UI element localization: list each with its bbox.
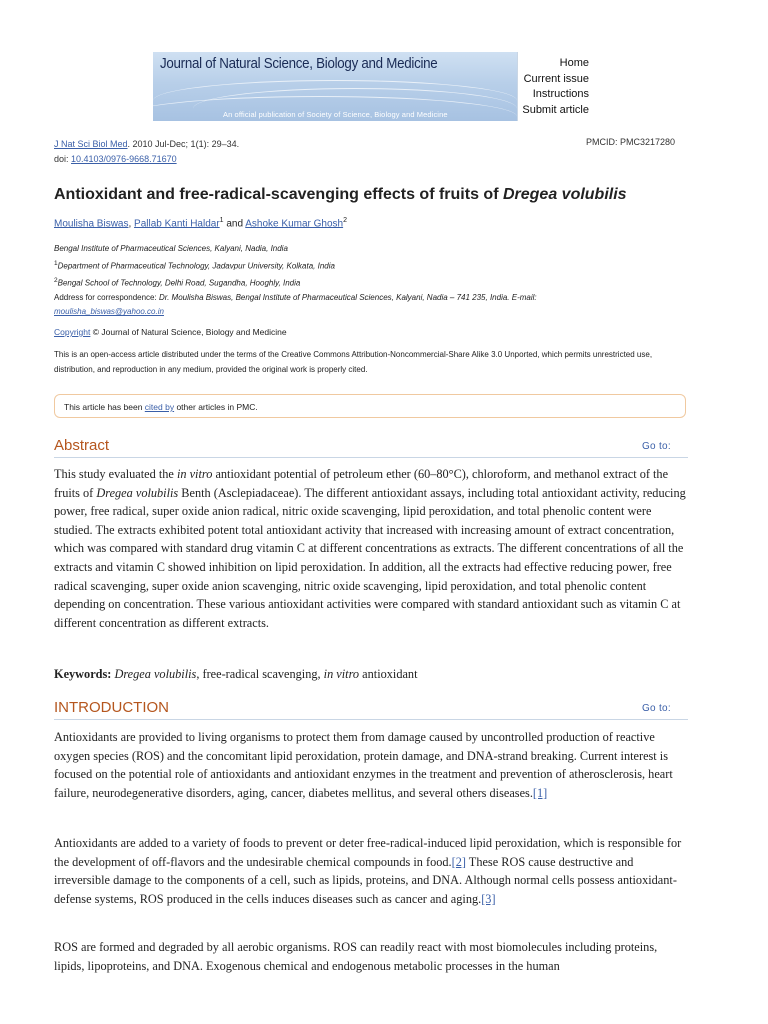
current-issue-link[interactable]: Current issue [523,72,589,85]
banner-image [153,52,517,121]
introduction-heading: INTRODUCTION [54,699,169,716]
banner-menu [517,52,591,121]
cited-by-box: This article has been cited by other articles in PMC. [54,394,686,418]
affiliation-1: Department of Pharmaceutical Technology, Jadavpur University, Kolkata, India [57,261,335,271]
author-link[interactable]: Pallab Kanti Haldar [134,218,220,230]
license-text: This is an open-access article distributed under the terms of the Creative Commons Attribution-Noncommercial-Share Alike 3.0 Unported, which permits unrestricted use, distribution, and reproduction in any medium, provided the original work is properly cited. [54,350,653,374]
keywords: Keywords: Dregea volubilis, free-radical scavenging, in vitro antioxidant [54,667,418,681]
author-list: Moulisha Biswas, Pallab Kanti Haldar$^1$ and Ashoke Kumar Ghosh$^2$ [54,217,347,230]
correspondence: Dr. Moulisha Biswas, Bengal Institute of Pharmaceutical Sciences, Kalyani, Nadia – 741 235, India. E-mail: [156,292,537,302]
author-link[interactable]: Ashoke Kumar Ghosh [245,218,344,230]
title-species: Dregea volubilis [502,186,627,203]
ref-link[interactable]: [3] [481,891,496,906]
ref-link[interactable]: [1] [532,785,548,800]
ref-link[interactable]: [2] [451,854,466,869]
intro-paragraph-1: Antioxidants are provided to living organisms to protect them from damage caused by uncontrolled production of reactive oxygen species (ROS) and the concomitant lipid peroxidation, protein damage, and DNA-strand breaking. Current interest is focused on the potential role of antioxidants and antioxidant enzymes in the treatment and prevention of atherosclerosis, heart failure, neurodegenerative disorders, aging, cancer, diabetes mellitus, and several others diseases.[1] [54,730,673,800]
doi-label: doi: [54,154,72,164]
instructions-link[interactable]: Instructions [532,88,589,100]
affiliation-2: Bengal School of Technology, Delhi Road, Sugandha, Hooghly, India [57,278,301,288]
intro-paragraph-3: ROS are formed and degraded by all aerobic organisms. ROS can readily react with most biomolecules including proteins, lipids, lipoproteins, and DNA. Exogenous chemical and endogenous metabolic processes in the human [54,940,658,973]
doi-link[interactable]: 10.4103/0976-9668.71670 [71,154,177,164]
citation [54,137,239,167]
journal-title: Journal of Natural Science, Biology and Medicine [160,56,438,72]
copyright: Copyright © Journal of Natural Science, Biology and Medicine [54,327,287,337]
email-link[interactable]: moulisha_biswas@yahoo.co.in [54,307,164,317]
abstract-heading: Abstract [54,437,110,454]
submit-article-link[interactable]: Submit article [522,103,589,116]
affiliation-main: Bengal Institute of Pharmaceutical Sciences, Kalyani, Nadia, India [54,244,288,253]
abstract-header [54,437,688,458]
intro-paragraph-2: Antioxidants are added to a variety of foods to prevent or deter free-radical-induced lipid peroxidation, which is responsible for the development of off-flavors and the undesirable chemical compounds in food.[2] These ROS cause destructive and irreversible damage to the components of a cell, such as lipids, proteins, and DNA. Although normal cells possess antioxidant-defense systems, ROS produced in the cells induces diseases such as cancer and aging.[3] [54,836,682,906]
journal-subtitle: An official publication of Society of Science, Biology and Medicine [223,110,448,119]
article-title: Antioxidant and free-radical-scavenging effects of fruits of Dregea volubilis [54,186,627,203]
citation-details: . 2010 Jul-Dec; 1(1): 29–34. [127,139,240,149]
journal-banner [153,52,590,121]
home-link[interactable]: Home [559,57,589,69]
introduction-header [54,699,688,720]
author-link[interactable]: Moulisha Biswas [54,218,129,230]
affiliations: Bengal Institute of Pharmaceutical Sciences, Kalyani, Nadia, India $^1$Department of Pharmaceutical Technology, Jadavpur University, Kolkata, India $^2$Bengal School of Technology, Delhi Road, Sugandha, Hooghly, India Address for correspondence: Dr. Moulisha Biswas, Bengal Institute of Pharmaceutical Sciences, Kalyani, Nadia – 741 235, India. E-mail: moulisha_biswas@yahoo.co.in [54,244,537,317]
correspondence-label: Address for correspondence: [54,292,157,302]
cited-by-link[interactable]: cited by [144,402,175,412]
introduction-goto-link[interactable]: Go to: [641,703,671,714]
pmcid: PMCID: PMC3217280 [585,137,675,147]
abstract-text: This study evaluated the in vitro antioxidant potential of petroleum ether (60–80°C), chloroform, and methanol extract of the fruits of Dregea volubilis Benth (Asclepiadaceae). The different antioxidant assays, including total antioxidant activity, reducing power, free radical, super oxide anion radical, nitric oxide scavenging, lipid peroxidation, and total phenolic content were studied. The extracts exhibited potent total antioxidant activity that increased with increasing amount of extract concentration, which was compared with standard drug vitamin C at different concentrations as extracts. The different concentrations of all the extracts and vitamin C showed inhibition on lipid peroxidation. In addition, all the extracts had effective reducing power, free radical scavenging, super oxide anion scavenging, nitric oxide scavenging, lipid peroxidation, and total phenolic content depending on concentration. These various antioxidant activities were compared with standard antioxidant such as vitamin C at different concentration as different extracts. [54,467,686,630]
journal-link[interactable]: J Nat Sci Biol Med [54,139,128,149]
abstract-goto-link[interactable]: Go to: [641,441,671,452]
copyright-link[interactable]: Copyright [54,327,91,337]
